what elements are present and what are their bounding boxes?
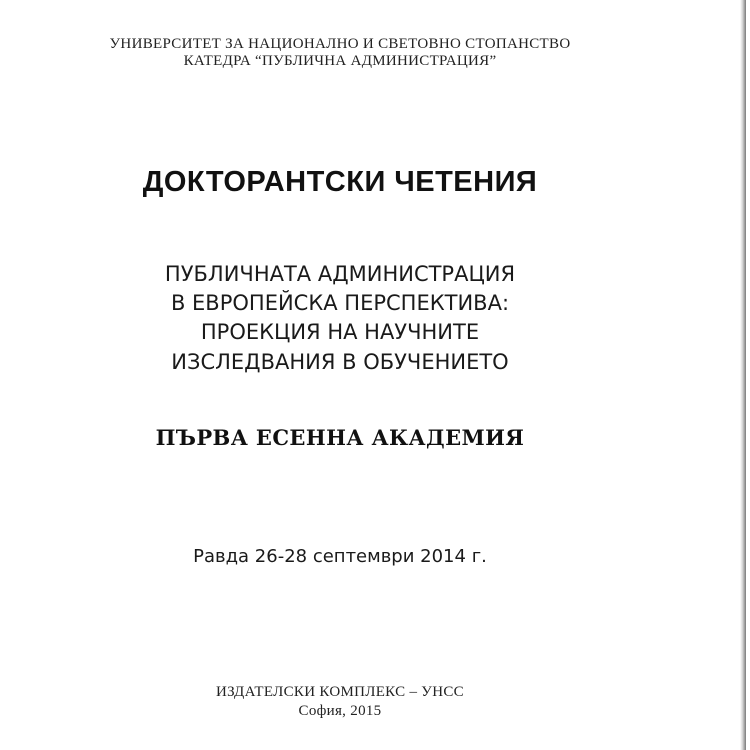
subtitle-line-2: В ЕВРОПЕЙСКА ПЕРСПЕКТИВА: — [170, 291, 510, 315]
page-edge-shadow — [740, 0, 746, 750]
subtitle-line-3: ПРОЕКЦИЯ НА НАУЧНИТЕ — [200, 320, 480, 344]
university-name: УНИВЕРСИТЕТ ЗА НАЦИОНАЛНО И СВЕТОВНО СТОПАНСТВО — [109, 36, 571, 52]
academy-title: ПЪРВА ЕСЕННА АКАДЕМИЯ — [155, 425, 525, 450]
event-date: Равда 26-28 септември 2014 г. — [193, 546, 487, 567]
subtitle-line-1: ПУБЛИЧНАТА АДМИНИСТРАЦИЯ — [164, 262, 516, 286]
department-name: КАТЕДРА “ПУБЛИЧНА АДМИНИСТРАЦИЯ” — [183, 53, 497, 69]
publisher-name: ИЗДАТЕЛСКИ КОМПЛЕКС – УНСС — [216, 684, 464, 700]
publisher-place-year: София, 2015 — [298, 703, 382, 719]
main-title: ДОКТОРАНТСКИ ЧЕТЕНИЯ — [142, 166, 538, 198]
subtitle-line-4: ИЗСЛЕДВАНИЯ В ОБУЧЕНИЕТО — [171, 350, 509, 374]
